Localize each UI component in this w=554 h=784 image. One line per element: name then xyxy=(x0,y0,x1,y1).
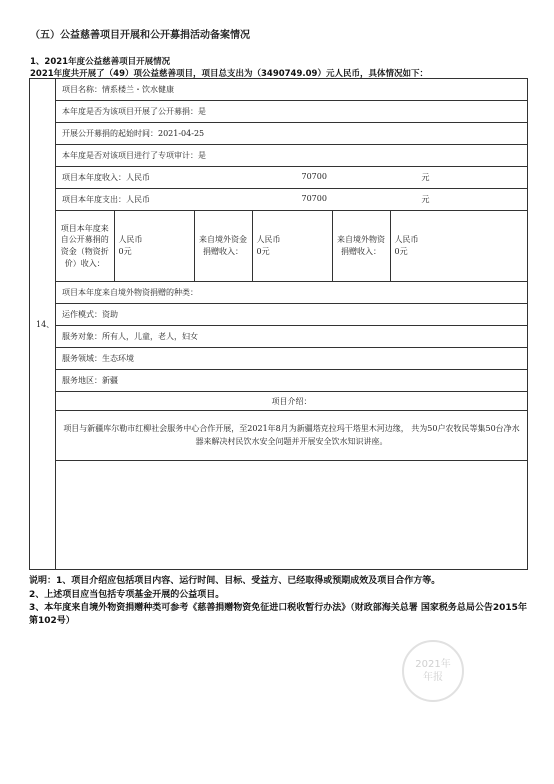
foreign-funds-value: 人民币 0元 xyxy=(252,211,332,281)
foreign-goods-value: 人民币 0元 xyxy=(394,235,419,256)
expense-amount: 70700 xyxy=(301,194,327,203)
note-3: 3、本年度来自境外物资捐赠种类可参考《慈善捐赠物资免征进口税收暂行办法》（财政部海关总署 国家税务总局公告2015年第102号） xyxy=(29,603,527,626)
foreign-goods-label: 来自境外物资捐赠收入： xyxy=(332,211,390,281)
section-heading: （五）公益慈善项目开展和公开募捐活动备案情况 xyxy=(30,30,250,41)
project-table xyxy=(29,78,528,570)
notes xyxy=(29,575,529,628)
section-subtitle: 1、2021年度公益慈善项目开展情况 xyxy=(30,57,171,67)
target-row: 服务对象：所有人，儿童，老人，妇女 xyxy=(56,326,528,348)
income-amount: 70700 xyxy=(301,172,327,181)
donation-breakdown xyxy=(56,211,528,282)
annual-report-watermark xyxy=(402,640,464,702)
start-date-row: 开展公开募捐的起始时间：2021-04-25 xyxy=(56,123,528,145)
expense-unit: 元 xyxy=(421,195,430,204)
intro-title: 项目介绍： xyxy=(56,392,528,411)
blank-space xyxy=(56,461,528,570)
expense-label: 项目本年度支出：人民币 xyxy=(62,195,150,204)
foreign-goods-type-row: 项目本年度来自境外物资捐赠的种类： xyxy=(56,282,528,304)
note-2: 2、上述项目应当包括专项基金开展的公益项目。 xyxy=(29,589,225,600)
intro-body: 项目与新疆库尔勒市红柳社会服务中心合作开展，至2021年8月为新疆塔克拉玛干塔里木河边缘， 共为50户农牧民等集50台净水器来解决村民饮水安全问题并开展安全饮水知识讲座。 xyxy=(56,411,528,461)
public-fundraising-row: 本年度是否为该项目开展了公开募捐：是 xyxy=(56,101,528,123)
project-name: 项目名称：情系楼兰・饮水健康 xyxy=(56,79,528,101)
summary-line: 2021年度共开展了（49）项公益慈善项目，项目总支出为（3490749.09）元人民币，具体情况如下： xyxy=(30,69,428,79)
field-row: 服务领域：生态环境 xyxy=(56,348,528,370)
note-1: 说明：1、项目介绍应包括项目内容、运行时间、目标、受益方、已经取得或预期成效及项目合作方等。 xyxy=(29,576,441,586)
foreign-funds-label: 来自境外资金捐赠收入： xyxy=(194,211,252,281)
watermark-line-2: 年报 xyxy=(423,672,443,683)
project-index: 14、 xyxy=(30,79,56,570)
expense-row xyxy=(56,189,528,211)
mode-row: 运作模式：资助 xyxy=(56,304,528,326)
donation-inner-table xyxy=(56,211,527,281)
audit-row: 本年度是否对该项目进行了专项审计：是 xyxy=(56,145,528,167)
region-row: 服务地区：新疆 xyxy=(56,370,528,392)
income-unit: 元 xyxy=(421,173,430,182)
watermark-line-1: 2021年 xyxy=(415,659,451,670)
public-funds-label: 项目本年度来自公开募捐的资金（物资折价）收入： xyxy=(56,211,114,281)
income-row xyxy=(56,167,528,189)
income-label: 项目本年度收入：人民币 xyxy=(62,173,150,182)
public-funds-value: 人民币 0元 xyxy=(114,211,194,281)
